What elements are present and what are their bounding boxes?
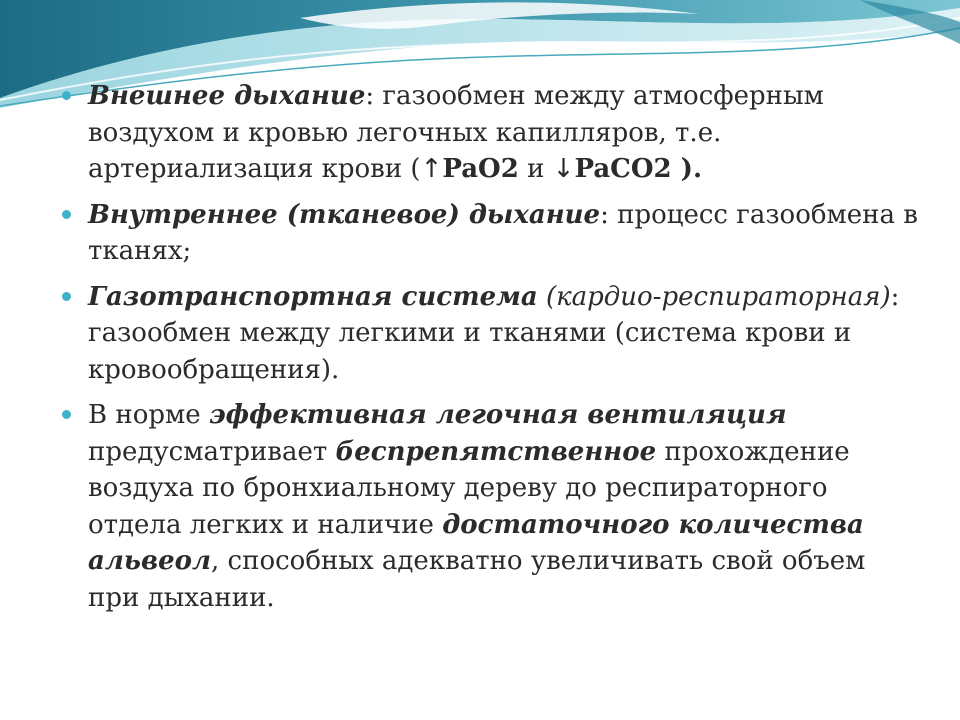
bullet-dot-icon bbox=[62, 292, 71, 301]
pao2-label: PaO2 bbox=[442, 154, 519, 184]
bullet-lead: В норме bbox=[88, 400, 209, 430]
up-arrow-icon: ↑ bbox=[420, 154, 443, 184]
bullet-text: , способных адекватно увеличивать свой объем при дыхании. bbox=[88, 546, 866, 613]
paco2-label: PaCO2 ). bbox=[574, 154, 703, 184]
slide-content bbox=[60, 78, 920, 625]
bullet-text: : процесс газообмена в тканях; bbox=[88, 199, 918, 266]
bullet-text: : газообмен между легкими и тканями (система крови и кровообращения). bbox=[88, 281, 900, 385]
bullet-item-external-respiration bbox=[60, 78, 920, 188]
term-paren: (кардио-респираторная) bbox=[537, 281, 891, 312]
bullet-item-internal-respiration bbox=[60, 197, 920, 270]
term-external-respiration: Внешнее дыхание bbox=[88, 81, 366, 111]
emphasis-unobstructed: беспрепятственное bbox=[335, 436, 657, 467]
term-gas-transport: Газотранспортная система bbox=[88, 281, 538, 312]
down-arrow-icon: ↓ bbox=[552, 154, 575, 184]
emphasis-sufficient-alveoli: достаточного количества альвеол bbox=[88, 509, 864, 576]
bullet-dot-icon bbox=[62, 91, 71, 100]
bullet-text: : газообмен между атмосферным воздухом и кровью легочных капилляров, т.е. артериализация крови ( bbox=[88, 81, 824, 184]
bullet-dot-icon bbox=[62, 410, 71, 419]
bullet-text: предусматривает bbox=[88, 436, 336, 467]
bullet-text: прохождение воздуха по бронхиальному дереву до респираторного отдела легких и наличие bbox=[88, 436, 850, 540]
bullet-dot-icon bbox=[62, 210, 71, 219]
term-internal-respiration: Внутреннее (тканевое) дыхание bbox=[88, 199, 601, 230]
bullet-item-gas-transport bbox=[60, 279, 920, 389]
bullet-item-normal-ventilation bbox=[60, 397, 920, 616]
conjunction-text: и bbox=[518, 154, 553, 184]
emphasis-effective-ventilation: эффективная легочная вентиляция bbox=[208, 400, 787, 430]
